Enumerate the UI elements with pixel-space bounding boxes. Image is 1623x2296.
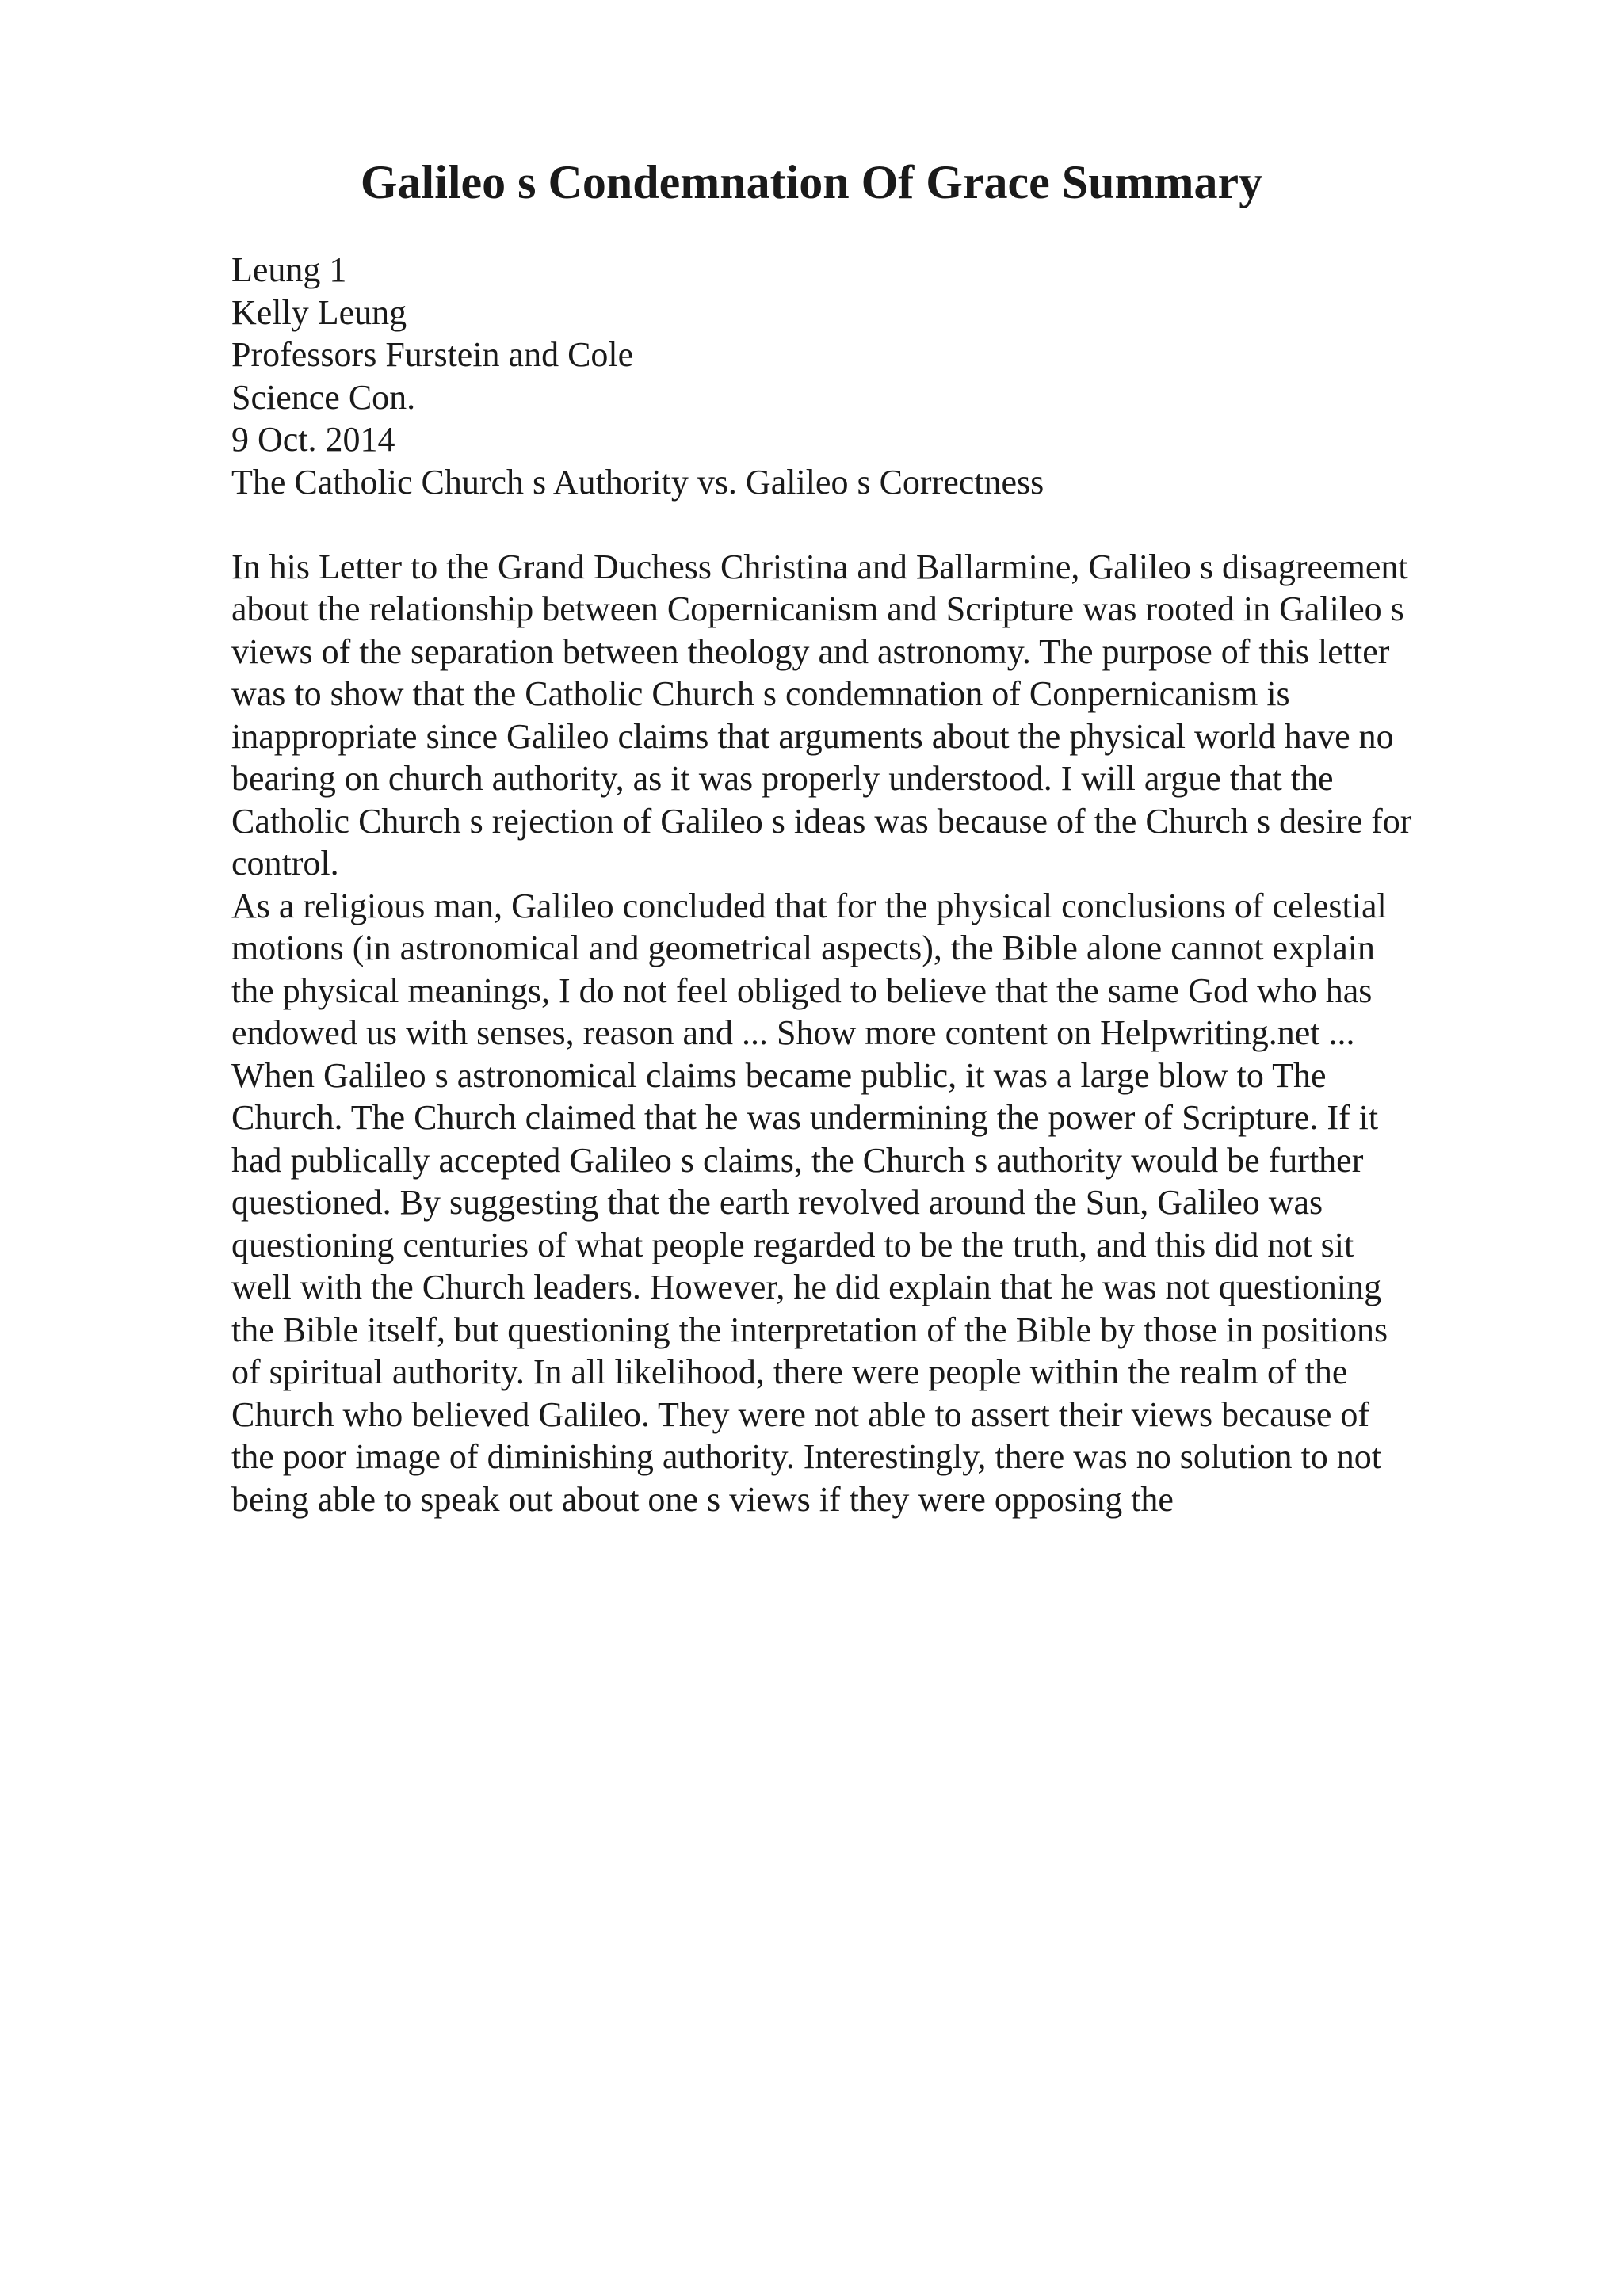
paragraph-line: of spiritual authority. In all likelihood, there were people within the realm of the <box>231 1352 1348 1391</box>
header-author: Kelly Leung <box>231 292 407 332</box>
header-professors: Professors Furstein and Cole <box>231 335 634 374</box>
paragraph-line: When Galileo s astronomical claims became public, it was a large blow to The <box>231 1055 1327 1095</box>
paragraph-line: questioning centuries of what people regarded to be the truth, and this did not sit <box>231 1225 1354 1264</box>
paragraph-line: inappropriate since Galileo claims that arguments about the physical world have no <box>231 716 1394 756</box>
paragraph-line: Church who believed Galileo. They were not able to assert their views because of <box>231 1394 1370 1434</box>
paragraph-line: control. <box>231 844 339 883</box>
paragraph-line: had publically accepted Galileo s claims, the Church s authority would be further <box>231 1140 1364 1180</box>
paragraph-line: views of the separation between theology and astronomy. The purpose of this letter <box>231 631 1390 671</box>
header-page-number: Leung 1 <box>231 250 347 289</box>
paragraph-line: Catholic Church s rejection of Galileo s ideas was because of the Church s desire for <box>231 801 1412 841</box>
paragraph-line: the physical meanings, I do not feel obliged to believe that the same God who has <box>231 971 1373 1010</box>
paragraph-line: In his Letter to the Grand Duchess Christina and Ballarmine, Galileo s disagreement <box>231 547 1408 586</box>
paragraph-line: well with the Church leaders. However, he did explain that he was not questioning <box>231 1268 1382 1306</box>
paragraph-line: bearing on church authority, as it was properly understood. I will argue that the <box>231 759 1334 798</box>
paragraph-line: the Bible itself, but questioning the interpretation of the Bible by those in positions <box>231 1310 1388 1349</box>
essay-header <box>231 249 1499 503</box>
page-title: Galileo s Condemnation Of Grace Summary <box>360 156 1263 208</box>
body-paragraph-1 <box>231 546 1499 885</box>
paragraph-line: Church. The Church claimed that he was undermining the power of Scripture. If it <box>231 1098 1379 1137</box>
body-paragraph-2 <box>231 885 1499 1521</box>
paragraph-line: questioned. By suggesting that the earth revolved around the Sun, Galileo was <box>231 1183 1323 1222</box>
paragraph-line: endowed us with senses, reason and ... Show more content on Helpwriting.net ... <box>231 1013 1355 1052</box>
essay-title: The Catholic Church s Authority vs. Galileo s Correctness <box>231 462 1044 502</box>
document-body <box>231 249 1499 1520</box>
section-spacer <box>231 503 1499 546</box>
paragraph-line: about the relationship between Copernicanism and Scripture was rooted in Galileo s <box>231 589 1404 628</box>
header-course: Science Con. <box>231 377 416 417</box>
paragraph-line: As a religious man, Galileo concluded that for the physical conclusions of celestial <box>231 886 1387 925</box>
paragraph-line: motions (in astronomical and geometrical aspects), the Bible alone cannot explain <box>231 929 1375 967</box>
paragraph-line: being able to speak out about one s views if they were opposing the <box>231 1479 1174 1519</box>
header-date: 9 Oct. 2014 <box>231 420 395 459</box>
paragraph-line: the poor image of diminishing authority. Interestingly, there was no solution to not <box>231 1437 1381 1476</box>
paragraph-line: was to show that the Catholic Church s condemnation of Conpernicanism is <box>231 674 1290 713</box>
